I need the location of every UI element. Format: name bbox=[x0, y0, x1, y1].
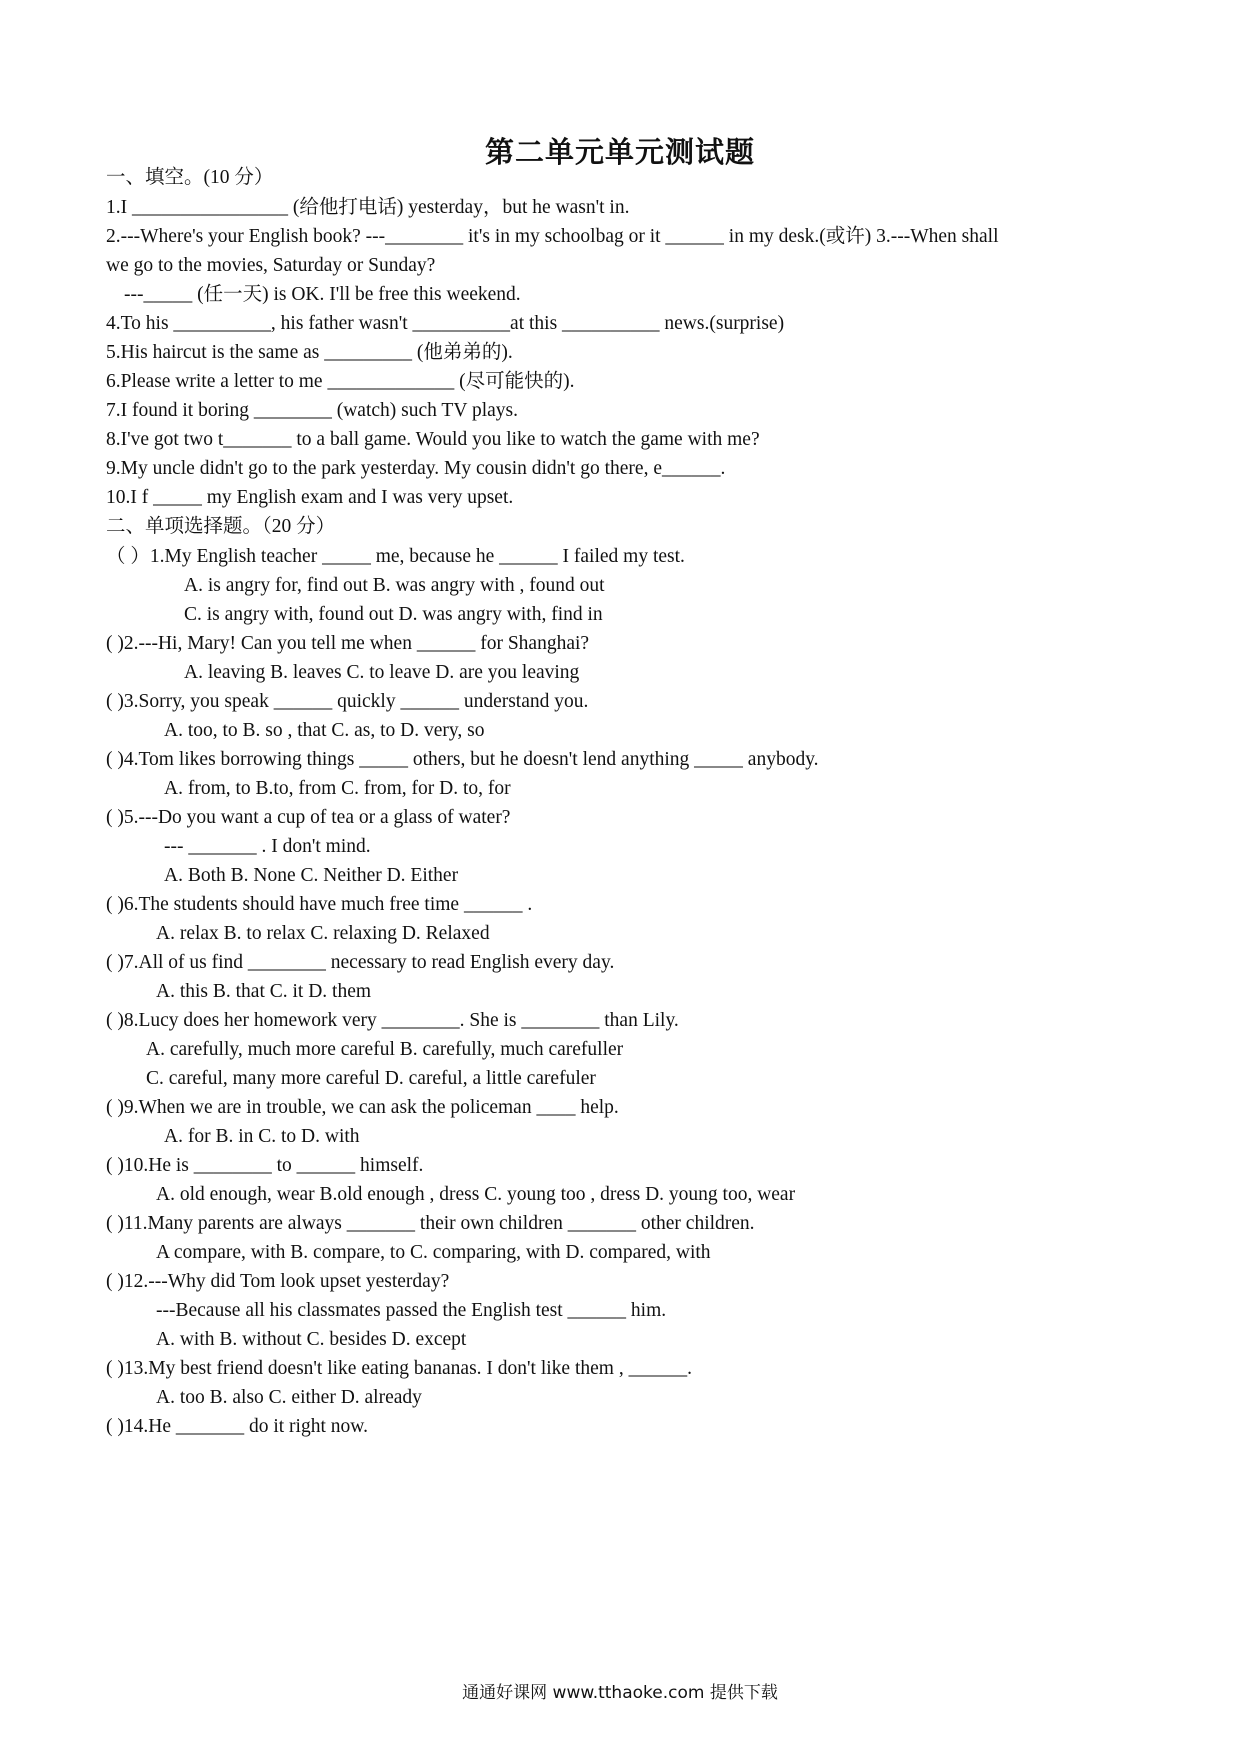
question-line: ( )5.---Do you want a cup of tea or a glass of water? bbox=[106, 807, 511, 828]
option-line: A. this B. that C. it D. them bbox=[156, 981, 372, 1002]
question-line: 4.To his __________, his father wasn't __________at this __________ news.(surprise) bbox=[106, 313, 785, 334]
question-line: 6.Please write a letter to me _____________ (尽可能快的). bbox=[106, 371, 575, 392]
question-line: --- _______ . I don't mind. bbox=[164, 836, 371, 857]
question-line: ( )14.He _______ do it right now. bbox=[106, 1416, 368, 1437]
option-line: A. leaving B. leaves C. to leave D. are you leaving bbox=[184, 662, 580, 683]
question-line: we go to the movies, Saturday or Sunday? bbox=[106, 255, 436, 276]
question-line: ---_____ (任一天) is OK. I'll be free this weekend. bbox=[124, 284, 521, 305]
question-line: 9.My uncle didn't go to the park yesterday. My cousin didn't go there, e______. bbox=[106, 458, 726, 479]
option-line: C. careful, many more careful D. careful, a little carefuler bbox=[146, 1068, 596, 1089]
question-line: ( )3.Sorry, you speak ______ quickly ______ understand you. bbox=[106, 691, 589, 712]
option-line: A. is angry for, find out B. was angry with , found out bbox=[184, 575, 605, 596]
option-line: C. is angry with, found out D. was angry with, find in bbox=[184, 604, 603, 625]
question-line: 5.His haircut is the same as _________ (他弟弟的). bbox=[106, 342, 513, 363]
question-line: ( )10.He is ________ to ______ himself. bbox=[106, 1155, 424, 1176]
question-line: 7.I found it boring ________ (watch) such TV plays. bbox=[106, 400, 518, 421]
section-2-header: 二、单项选择题。（20 分） bbox=[106, 516, 336, 537]
footer-source: 通通好课网 www.tthaoke.com 提供下载 bbox=[462, 1683, 778, 1703]
option-line: A. for B. in C. to D. with bbox=[164, 1126, 360, 1147]
question-line: 2.---Where's your English book? ---________ it's in my schoolbag or it ______ in my desk.(或许) 3.---When shall bbox=[106, 226, 999, 247]
question-line: ( )12.---Why did Tom look upset yesterday? bbox=[106, 1271, 450, 1292]
page-title: 第二单元单元测试题 bbox=[484, 137, 755, 169]
question-line: ( )11.Many parents are always _______ their own children _______ other children. bbox=[106, 1213, 755, 1234]
option-line: A. old enough, wear B.old enough , dress C. young too , dress D. young too, wear bbox=[156, 1184, 796, 1205]
question-line: 1.I ________________ (给他打电话) yesterday，but he wasn't in. bbox=[106, 197, 630, 218]
option-line: A. relax B. to relax C. relaxing D. Relaxed bbox=[156, 923, 490, 944]
option-line: A. too, to B. so , that C. as, to D. very, so bbox=[164, 720, 485, 741]
section-1-header: 一、填空。(10 分） bbox=[106, 167, 274, 188]
question-line: 10.I f _____ my English exam and I was very upset. bbox=[106, 487, 514, 508]
question-line: ( )4.Tom likes borrowing things _____ others, but he doesn't lend anything _____ anybody. bbox=[106, 749, 819, 770]
question-line: ( )13.My best friend doesn't like eating bananas. I don't like them , ______. bbox=[106, 1358, 692, 1379]
question-line: ( )6.The students should have much free time ______ . bbox=[106, 894, 533, 915]
question-line: ( )7.All of us find ________ necessary to read English every day. bbox=[106, 952, 615, 973]
option-line: A compare, with B. compare, to C. comparing, with D. compared, with bbox=[156, 1242, 711, 1263]
question-line: ( )9.When we are in trouble, we can ask the policeman ____ help. bbox=[106, 1097, 619, 1118]
question-line: ( )8.Lucy does her homework very ________. She is ________ than Lily. bbox=[106, 1010, 679, 1031]
question-line: （ ）1.My English teacher _____ me, because he ______ I failed my test. bbox=[106, 546, 685, 567]
question-line: ( )2.---Hi, Mary! Can you tell me when ______ for Shanghai? bbox=[106, 633, 590, 654]
option-line: A. from, to B.to, from C. from, for D. to, for bbox=[164, 778, 511, 799]
option-line: A. carefully, much more careful B. carefully, much carefuller bbox=[146, 1039, 624, 1060]
option-line: A. Both B. None C. Neither D. Either bbox=[164, 865, 459, 886]
question-line: 8.I've got two t_______ to a ball game. Would you like to watch the game with me? bbox=[106, 429, 760, 450]
option-line: A. too B. also C. either D. already bbox=[156, 1387, 422, 1408]
question-line: ---Because all his classmates passed the English test ______ him. bbox=[156, 1300, 667, 1321]
option-line: A. with B. without C. besides D. except bbox=[156, 1329, 467, 1350]
